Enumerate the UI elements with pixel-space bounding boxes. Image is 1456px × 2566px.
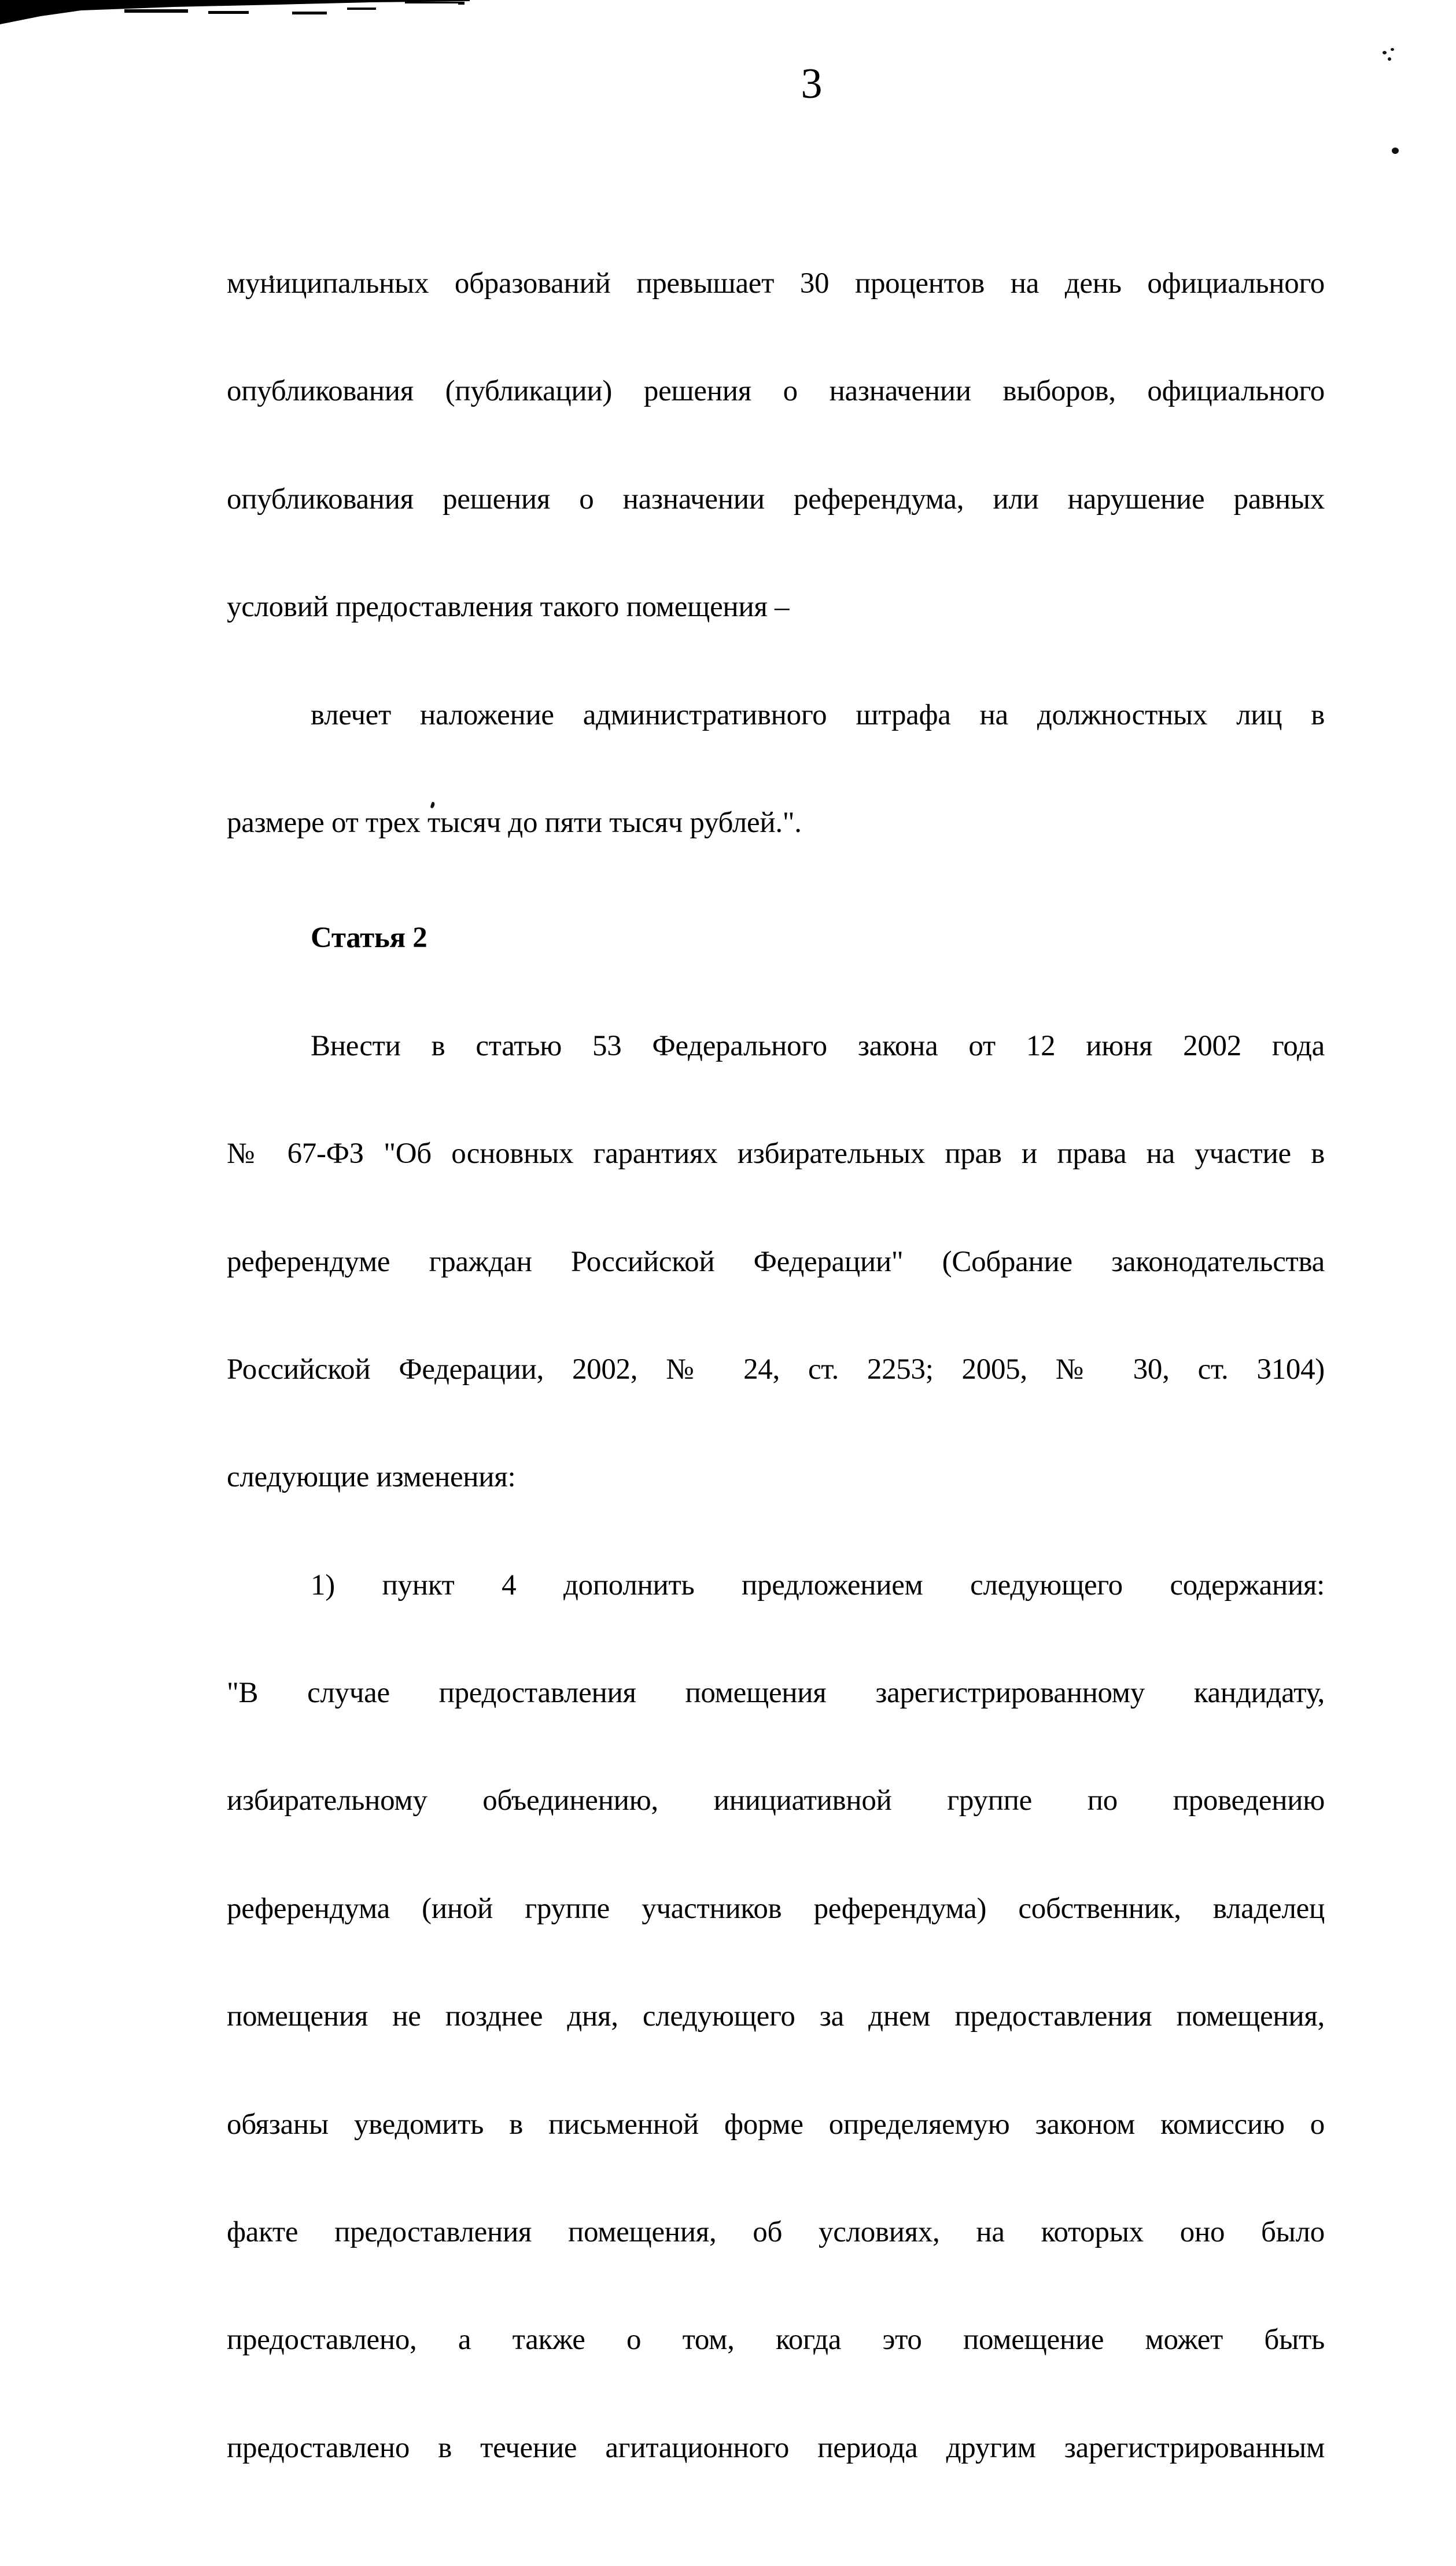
ink-speck: [1383, 51, 1387, 54]
text-line: следующие изменения:: [227, 1461, 516, 1494]
text-line: опубликования решения о назначении референдума, или нарушение равных: [227, 483, 1325, 516]
text-line: Российской Федерации, 2002, № 24, ст. 2253; 2005, № 30, ст. 3104): [227, 1353, 1325, 1386]
text-line: референдуме граждан Российской Федерации" (Собрание законодательства: [227, 1245, 1325, 1278]
article-heading: Статья 2: [311, 922, 427, 955]
ink-speck: [1391, 48, 1394, 51]
ink-speck: [1392, 148, 1399, 154]
text-line: обязаны уведомить в письменной форме определяемую законом комиссию о: [227, 2108, 1325, 2141]
text-line: 1) пункт 4 дополнить предложением следующего содержания:: [311, 1569, 1325, 1602]
text-line: опубликования (публикации) решения о назначении выборов, официального: [227, 375, 1325, 408]
text-line: предоставлено в течение агитационного периода другим зарегистрированным: [227, 2431, 1325, 2464]
scan-streak-artifact: [0, 0, 492, 29]
text-line: "В случае предоставления помещения зарегистрированному кандидату,: [227, 1677, 1325, 1710]
text-line: № 67-ФЗ "Об основных гарантиях избирательных прав и права на участие в: [227, 1137, 1325, 1170]
text-line: размере от трех тысяч до пяти тысяч рублей.".: [227, 806, 802, 839]
ink-speck: [1388, 57, 1391, 61]
text-line: избирательному объединению, инициативной группе по проведению: [227, 1784, 1325, 1817]
text-line: Внести в статью 53 Федерального закона от 12 июня 2002 года: [311, 1029, 1325, 1062]
page-number: 3: [801, 60, 823, 108]
text-line: муниципальных образований превышает 30 процентов на день официального: [227, 267, 1325, 300]
text-line: условий предоставления такого помещения –: [227, 591, 790, 624]
text-line: помещения не позднее дня, следующего за днем предоставления помещения,: [227, 2000, 1325, 2033]
text-line: референдума (иной группе участников референдума) собственник, владелец: [227, 1892, 1325, 1925]
document-body: [227, 215, 1325, 2517]
text-line: факте предоставления помещения, об условиях, на которых оно было: [227, 2216, 1325, 2249]
text-line: влечет наложение административного штрафа на должностных лиц в: [311, 698, 1325, 731]
text-line: предоставлено, а также о том, когда это помещение может быть: [227, 2324, 1325, 2357]
